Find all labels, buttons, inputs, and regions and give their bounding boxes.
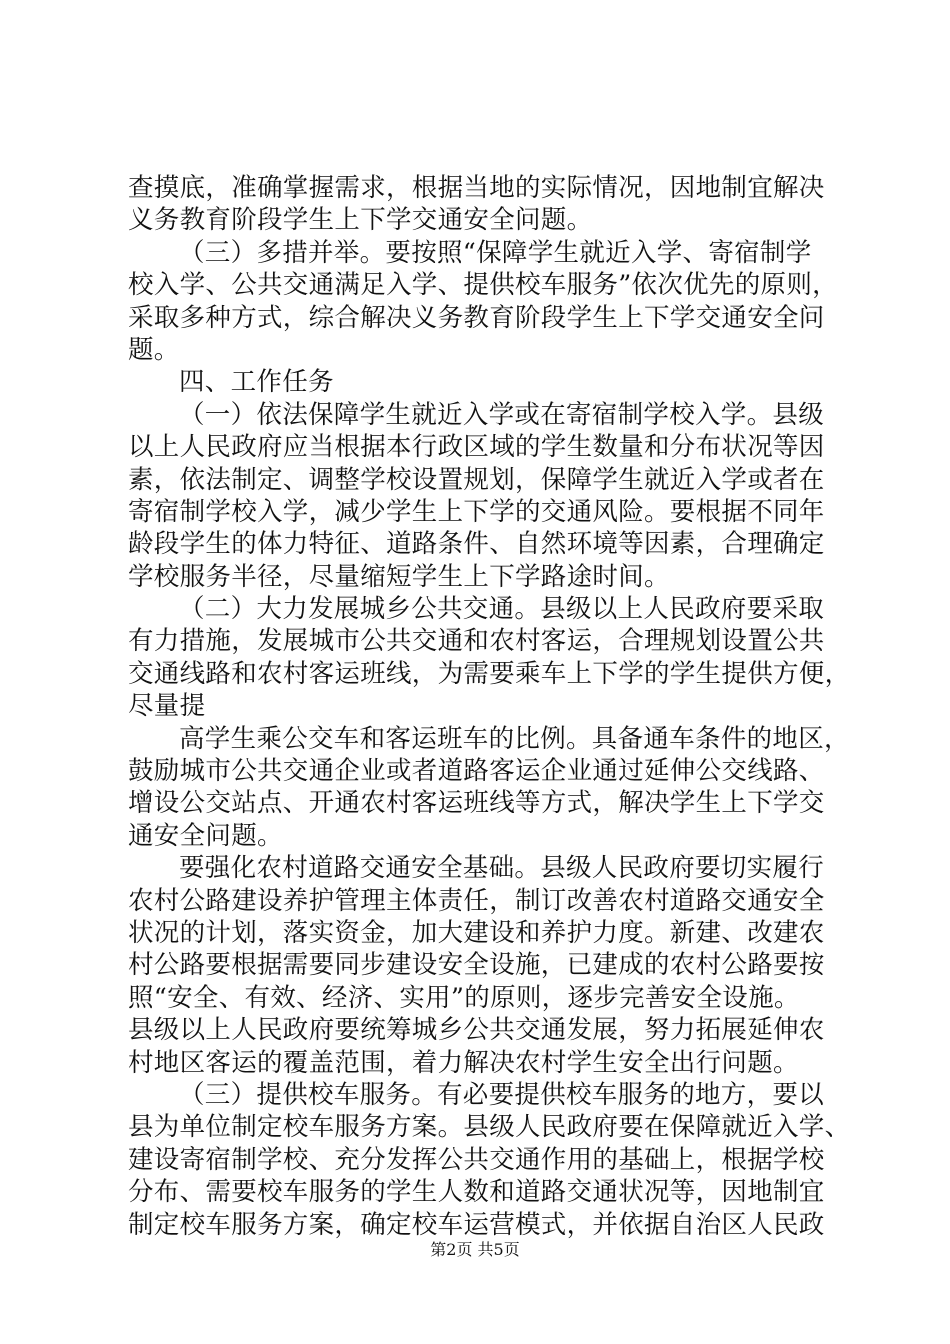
text-line: 县为单位制定校车服务方案。县级人民政府要在保障就近入学、 xyxy=(128,1112,851,1143)
text-line: （三）多措并举。要按照“保障学生就近入学、寄宿制学 xyxy=(179,237,812,268)
text-line: 农村公路建设养护管理主体责任，制订改善农村道路交通安全 xyxy=(128,885,825,916)
text-line: 建设寄宿制学校、充分发挥公共交通作用的基础上，根据学校 xyxy=(128,1144,825,1175)
text-line: 照“安全、有效、经济、实用”的原则，逐步完善安全设施。 xyxy=(128,982,800,1013)
text-line: 要强化农村道路交通安全基础。县级人民政府要切实履行 xyxy=(179,853,825,884)
text-line: 高学生乘公交车和客运班车的比例。具备通车条件的地区， xyxy=(179,723,850,754)
document-body xyxy=(128,172,851,1241)
text-line: 四、工作任务 xyxy=(179,367,334,398)
text-line: 有力措施，发展城市公共交通和农村客运，合理规划设置公共 xyxy=(128,626,825,657)
text-line: 采取多种方式，综合解决义务教育阶段学生上下学交通安全问 xyxy=(128,302,825,333)
text-line: 鼓励城市公共交通企业或者道路客运企业通过延伸公交线路、 xyxy=(128,756,825,787)
text-line: 增设公交站点、开通农村客运班线等方式，解决学生上下学交 xyxy=(128,788,825,819)
text-line: 查摸底，准确掌握需求，根据当地的实际情况，因地制宜解决 xyxy=(128,173,825,203)
text-line: 村地区客运的覆盖范围，着力解决农村学生安全出行问题。 xyxy=(128,1047,799,1078)
text-line: 素，依法制定、调整学校设置规划，保障学生就近入学或者在 xyxy=(128,464,825,495)
text-line: 村公路要根据需要同步建设安全设施，已建成的农村公路要按 xyxy=(128,950,825,981)
text-line: （二）大力发展城乡公共交通。县级以上人民政府要采取 xyxy=(179,594,825,625)
text-line: 县级以上人民政府要统筹城乡公共交通发展，努力拓展延伸农 xyxy=(128,1015,825,1046)
text-line: 学校服务半径，尽量缩短学生上下学路途时间。 xyxy=(128,561,670,592)
text-line: 尽量提 xyxy=(128,691,206,722)
text-line: 龄段学生的体力特征、道路条件、自然环境等因素，合理确定 xyxy=(128,529,825,560)
text-line: 寄宿制学校入学，减少学生上下学的交通风险。要根据不同年 xyxy=(128,496,825,527)
text-line: 制定校车服务方案，确定校车运营模式，并依据自治区人民政 xyxy=(128,1209,825,1240)
text-line: 状况的计划，落实资金，加大建设和养护力度。新建、改建农 xyxy=(128,917,825,948)
text-line: 义务教育阶段学生上下学交通安全问题。 xyxy=(128,205,593,236)
text-line: 交通线路和农村客运班线，为需要乘车上下学的学生提供方便， xyxy=(128,658,851,689)
page-footer: 第2页 共5页 xyxy=(430,1240,520,1259)
text-line: 以上人民政府应当根据本行政区域的学生数量和分布状况等因 xyxy=(128,432,825,463)
text-line: （一）依法保障学生就近入学或在寄宿制学校入学。县级 xyxy=(179,399,825,430)
text-line: 通安全问题。 xyxy=(128,820,283,851)
text-line: 校入学、公共交通满足入学、提供校车服务”依次优先的原则， xyxy=(128,270,838,301)
text-line: 题。 xyxy=(128,334,180,365)
text-line: 分布、需要校车服务的学生人数和道路交通状况等，因地制宜 xyxy=(128,1177,825,1208)
text-line: （三）提供校车服务。有必要提供校车服务的地方，要以 xyxy=(179,1079,825,1110)
